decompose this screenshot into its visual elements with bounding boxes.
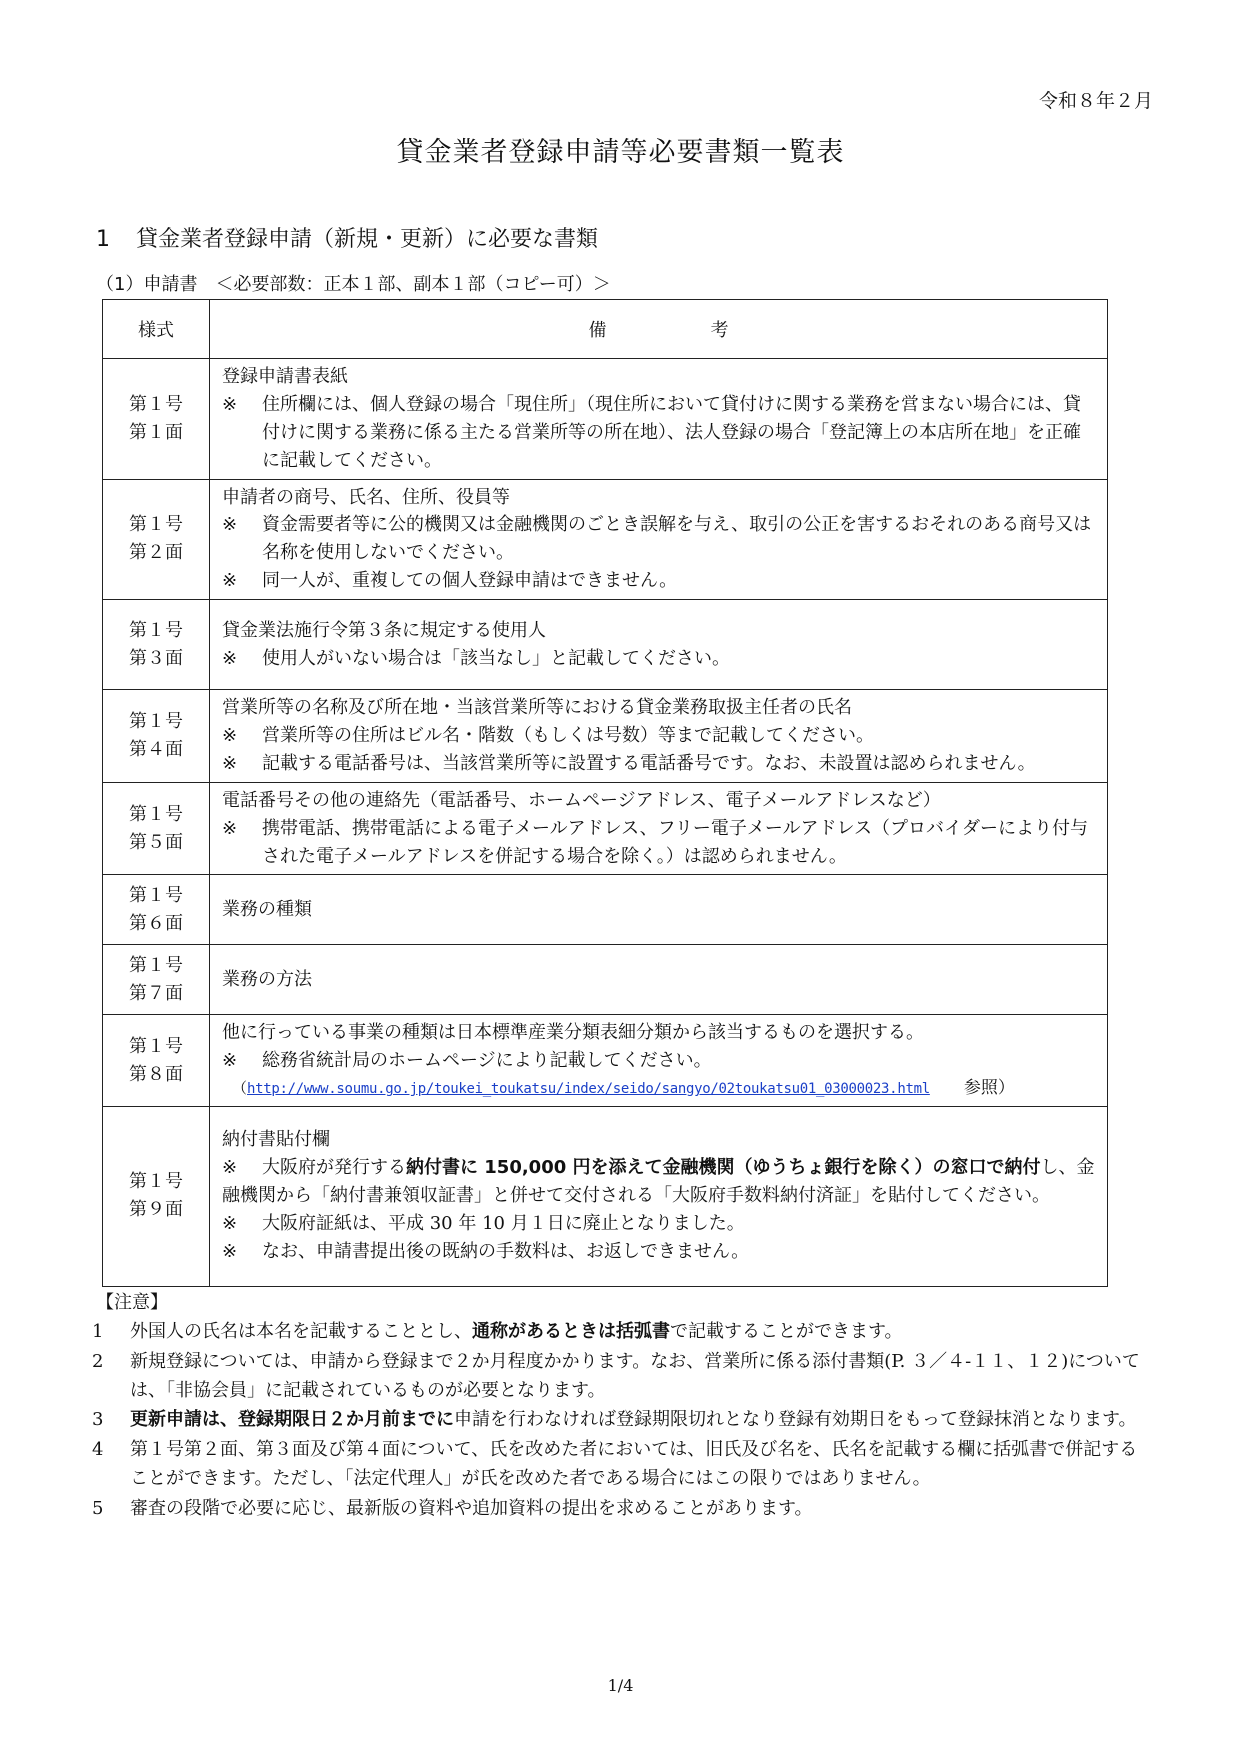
list-item: 1 外国人の氏名は本名を記載することとし、通称があるときは括弧書で記載することができます。	[92, 1321, 903, 1342]
note-heading: 他に行っている事業の種類は日本標準産業分類表細分類から該当するものを選択する。	[222, 1022, 924, 1044]
page-number: 1/4	[607, 1676, 634, 1695]
table-header-row	[103, 300, 1108, 359]
caution-heading: 【注意】	[96, 1292, 168, 1313]
form-cell: 第１号 第２面	[103, 479, 210, 600]
note-item: ※ なお、申請書提出後の既納の手数料は、お返しできません。	[222, 1240, 750, 1262]
form-cell: 第１号 第７面	[103, 945, 210, 1015]
form-cell: 第１号 第５面	[103, 782, 210, 875]
note-heading: 電話番号その他の連絡先（電話番号、ホームページアドレス、電子メールアドレスなど）	[222, 789, 941, 811]
note-heading: 納付書貼付欄	[222, 1129, 330, 1151]
statistics-bureau-link[interactable]: http://www.soumu.go.jp/toukei_toukatsu/index/seido/sangyo/02toukatsu01_03000023.html	[247, 1081, 930, 1098]
note-item: ※ 総務省統計局のホームページにより記載してください。	[222, 1050, 712, 1072]
note-heading: 業務の方法	[222, 969, 312, 991]
note-heading: 登録申請書表紙	[222, 366, 348, 387]
form-cell: 第１号 第６面	[103, 875, 210, 945]
note-item: ※ 資金需要者等に公的機関又は金融機関のごとき誤解を与え、取引の公正を害するおそれのある商号又は名称を使用しないでください。	[222, 514, 1092, 564]
note-cell	[210, 479, 1108, 600]
header-note: 備考	[210, 300, 1108, 359]
section-label: 貸金業者登録申請（新規・更新）に必要な書類	[136, 227, 599, 252]
section-number: 1	[96, 227, 110, 252]
documents-table	[102, 299, 1108, 1287]
page-title: 貸金業者登録申請等必要書類一覧表	[396, 137, 845, 168]
note-cell	[210, 945, 1108, 1015]
note-cell	[210, 600, 1108, 690]
note-item: ※ 住所欄には、個人登録の場合「現住所」（現住所において貸付けに関する業務を営まない場合には、貸付けに関する業務に係る主たる営業所等の所在地）、法人登録の場合「登記簿上の本店所在地」を正確に記載してください。	[222, 393, 1081, 471]
note-item: ※ 使用人がいない場合は「該当なし」と記載してください。	[222, 647, 730, 669]
note-heading: 申請者の商号、氏名、住所、役員等	[222, 486, 510, 508]
issue-date: 令和８年２月	[1038, 90, 1153, 112]
note-heading: 貸金業法施行令第３条に規定する使用人	[222, 619, 546, 641]
form-cell: 第１号 第８面	[103, 1015, 210, 1106]
note-item: ※ 記載する電話番号は、当該営業所等に設置する電話番号です。なお、未設置は認められません。	[222, 752, 1036, 774]
table-row	[103, 875, 1108, 945]
table-row	[103, 359, 1108, 480]
form-cell: 第１号 第９面	[103, 1106, 210, 1286]
caution-list	[92, 1318, 1152, 1525]
note-cell	[210, 782, 1108, 875]
table-row	[103, 1106, 1108, 1286]
list-item: 5 審査の段階で必要に応じ、最新版の資料や追加資料の提出を求めることがあります。	[92, 1497, 813, 1519]
list-item: 2 新規登録については、申請から登録まで２か月程度かかります。なお、営業所に係る添付書類(P. ３／４-１１、１２)については、「非協会員」に記載されているものが必要となります。	[92, 1350, 1140, 1401]
note-heading: 業務の種類	[222, 899, 312, 921]
form-cell: 第１号 第３面	[103, 600, 210, 690]
table-row	[103, 690, 1108, 783]
note-item: ※ 大阪府証紙は、平成 30 年 10 月１日に廃止となりました。	[222, 1213, 745, 1235]
header-form: 様式	[103, 300, 210, 359]
list-item: 3 更新申請は、登録期限日２か月前までに申請を行わなければ登録期限切れとなり登録有効期日をもって登録抹消となります。	[92, 1409, 1137, 1431]
note-heading: 営業所等の名称及び所在地・当該営業所等における貸金業務取扱主任者の氏名	[222, 697, 852, 719]
form-cell: 第１号 第１面	[103, 359, 210, 480]
form-cell: 第１号 第４面	[103, 690, 210, 783]
note-cell	[210, 1015, 1108, 1106]
subsection-heading: （1）申請書 ＜必要部数：正本１部、副本１部（コピー可）＞	[96, 274, 611, 295]
table-row	[103, 945, 1108, 1015]
table-row	[103, 1015, 1108, 1106]
note-cell	[210, 875, 1108, 945]
table-row	[103, 600, 1108, 690]
note-cell	[210, 359, 1108, 480]
note-item: ※ 携帯電話、携帯電話による電子メールアドレス、フリー電子メールアドレス（プロバイダーにより付与された電子メールアドレスを併記する場合を除く。）は認められません。	[222, 817, 1089, 867]
note-cell	[210, 1106, 1108, 1286]
section-heading	[96, 222, 598, 253]
table-row	[103, 479, 1108, 600]
reference-url-line: （http://www.soumu.go.jp/toukei_toukatsu/index/seido/sangyo/02toukatsu01_03000023.html 参照）	[232, 1078, 1015, 1099]
note-item: ※ 大阪府が発行する納付書に 150,000 円を添えて金融機関（ゆうちょ銀行を除く）の窓口で納付し、金融機関から「納付書兼領収証書」と併せて交付される「大阪府手数料納付済証」を貼付してください。	[222, 1157, 1095, 1207]
list-item: 4 第１号第２面、第３面及び第４面について、氏を改めた者においては、旧氏及び名を、氏名を記載する欄に括弧書で併記することができます。ただし、「法定代理人」が氏を改めた者である場合にはこの限りではありません。	[92, 1439, 1138, 1489]
note-item: ※ 同一人が、重複しての個人登録申請はできません。	[222, 570, 678, 592]
note-cell	[210, 690, 1108, 783]
note-item: ※ 営業所等の住所はビル名・階数（もしくは号数）等まで記載してください。	[222, 725, 874, 747]
table-row	[103, 782, 1108, 875]
